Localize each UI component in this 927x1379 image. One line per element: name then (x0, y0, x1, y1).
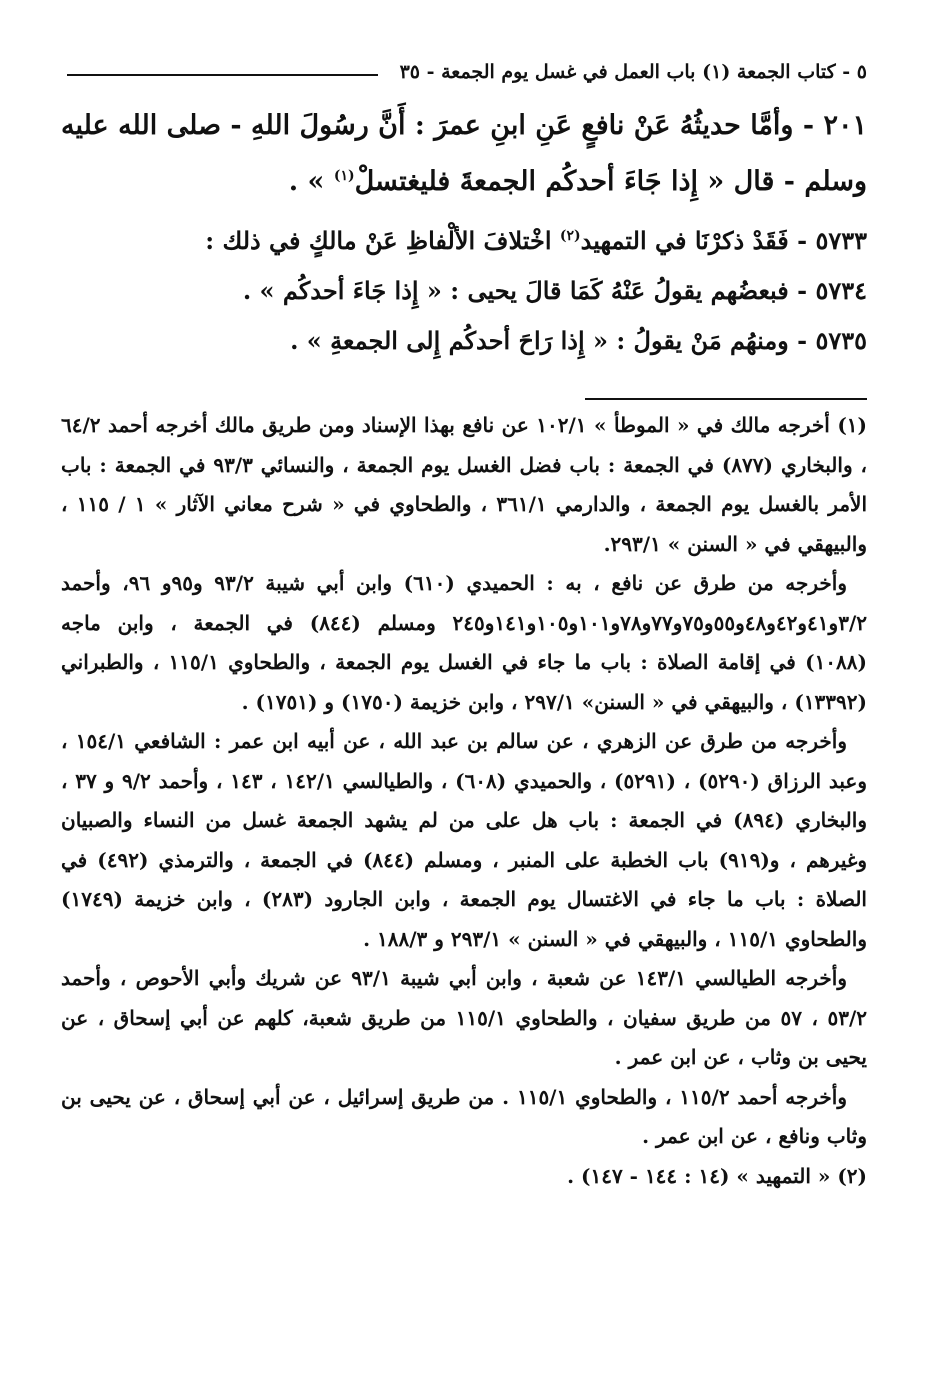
footnotes (61, 406, 867, 1196)
footnote-1-para-2: وأخرجه من طرق عن نافع ، به : الحميدي (٦١٠) وابن أبي شيبة ٩٣/٢ و٩٥و ٩٦، وأحمد ٣/٢و٤١و٤٢و٤٨و٥٥و٧٥و٧٧و٧٨و١٠١و١٠٥و١٤١و٢٤٥ ومسلم (٨٤٤) في الجمعة ، وابن ماجه (١٠٨٨) في إقامة الصلاة : باب ما جاء في الغسل يوم الجمعة ، والطحاوي ١١٥/١ ، والطبراني (١٣٣٩٢) ، والبيهقي في « السنن» ٢٩٧/١ ، وابن خزيمة (١٧٥٠) و (١٧٥١) . (61, 571, 867, 714)
header-rule (67, 74, 378, 76)
footnote-2-text: (١٤ : ١٤٤ - ١٤٧) . (567, 1163, 730, 1188)
footnote-2 (61, 1157, 867, 1197)
main-text (61, 98, 867, 366)
footnote-separator (585, 398, 867, 400)
hadith-201-text: ٢٠١ - وأمَّا حديثُهُ عَنْ نافعٍ عَنِ ابنِ عمرَ : أَنَّ رسُولَ اللهِ - صلى الله عليه وسلم - قال « إِذا جَاءَ أحدكُم الجمعةَ فليغتسلْ (61, 110, 867, 197)
footnote-1-text-1: أخرجه مالك في « الموطأ » ١٠٢/١ عن نافع بهذا الإسناد ومن طريق مالك أخرجه أحمد ٦٤/٢ ، والبخاري (٨٧٧) في الجمعة : باب فضل الغسل يوم الجمعة ، والنسائي ٩٣/٣ في الجمعة : باب الأمر بالغسل يوم الجمعة ، والدارمي ٣٦١/١ ، والطحاوي في « شرح معاني الآثار » ١ / ١١٥ ، والبيهقي في « السنن » ٢٩٣/١. (61, 413, 868, 556)
footnote-1-para-4: وأخرجه الطيالسي ١٤٣/١ عن شعبة ، وابن أبي شيبة ٩٣/١ عن شريك وأبي الأحوص ، وأحمد ٥٣/٢ ، ٥٧ من طريق سفيان ، والطحاوي ١١٥/١ من طريق شعبة، كلهم عن أبي إسحاق ، عن يحيى بن وثاب ، عن ابن عمر . (61, 966, 867, 1069)
hadith-201-end: » . (288, 166, 325, 197)
hadith-201 (61, 98, 867, 210)
paragraph-5733-text-a: ٥٧٣٣ - فَقَدْ ذكرْنَا في التمهيد (580, 226, 867, 255)
footnote-1-para-1 (61, 406, 867, 564)
footnote-1-para-5: وأخرجه أحمد ١١٥/٢ ، والطحاوي ١١٥/١ . من طريق إسرائيل ، عن أبي إسحاق ، عن يحيى بن وثاب ونافع ، عن ابن عمر . (61, 1084, 867, 1148)
paragraph-5733-text-b: اخْتلافَ الألْفاظِ عَنْ مالكٍ في ذلك : (205, 226, 552, 255)
footnote-2-number: (٢) (837, 1163, 867, 1188)
paragraph-5733 (61, 216, 867, 266)
running-title: ٥ - كتاب الجمعة (١) باب العمل في غسل يوم الجمعة - ٣٥ (399, 61, 867, 83)
footnote-1-number: (١) (837, 413, 867, 437)
running-header (67, 52, 867, 92)
footnote-1-para-3: وأخرجه من طرق عن الزهري ، عن سالم بن عبد الله ، عن أبيه ابن عمر : الشافعي ١٥٤/١ ، وعبد الرزاق (٥٢٩٠) ، (٥٢٩١) ، والحميدي (٦٠٨) ، والطيالسي ١٤٢/١ ، ١٤٣ ، وأحمد ٩/٢ و ٣٧ ، والبخاري (٨٩٤) في الجمعة : باب هل على من لم يشهد الجمعة غسل من النساء والصبيان وغيرهم ، و(٩١٩) باب الخطبة على المنبر ، ومسلم (٨٤٤) في الجمعة ، والترمذي (٤٩٢) في الصلاة : باب ما جاء في الاغتسال يوم الجمعة ، وابن الجارود (٢٨٣) ، وابن خزيمة (١٧٤٩) والطحاوي ١١٥/١ ، والبيهقي في « السنن » ٢٩٣/١ و ١٨٨/٣ . (61, 729, 868, 951)
footnote-2-title: « التمهيد » (736, 1163, 831, 1188)
footnote-ref-2: (٢) (559, 228, 581, 244)
paragraph-5735: ٥٧٣٥ - ومنهُم مَنْ يقولُ : « إِذا رَاحَ أحدكُم إِلى الجمعةِ » . (290, 326, 867, 355)
footnote-ref-1: (١) (333, 168, 355, 184)
paragraph-5734: ٥٧٣٤ - فبعضُهم يقولُ عَنْهُ كَمَا قالَ يحيى : « إِذا جَاءَ أحدكُم » . (242, 276, 867, 305)
